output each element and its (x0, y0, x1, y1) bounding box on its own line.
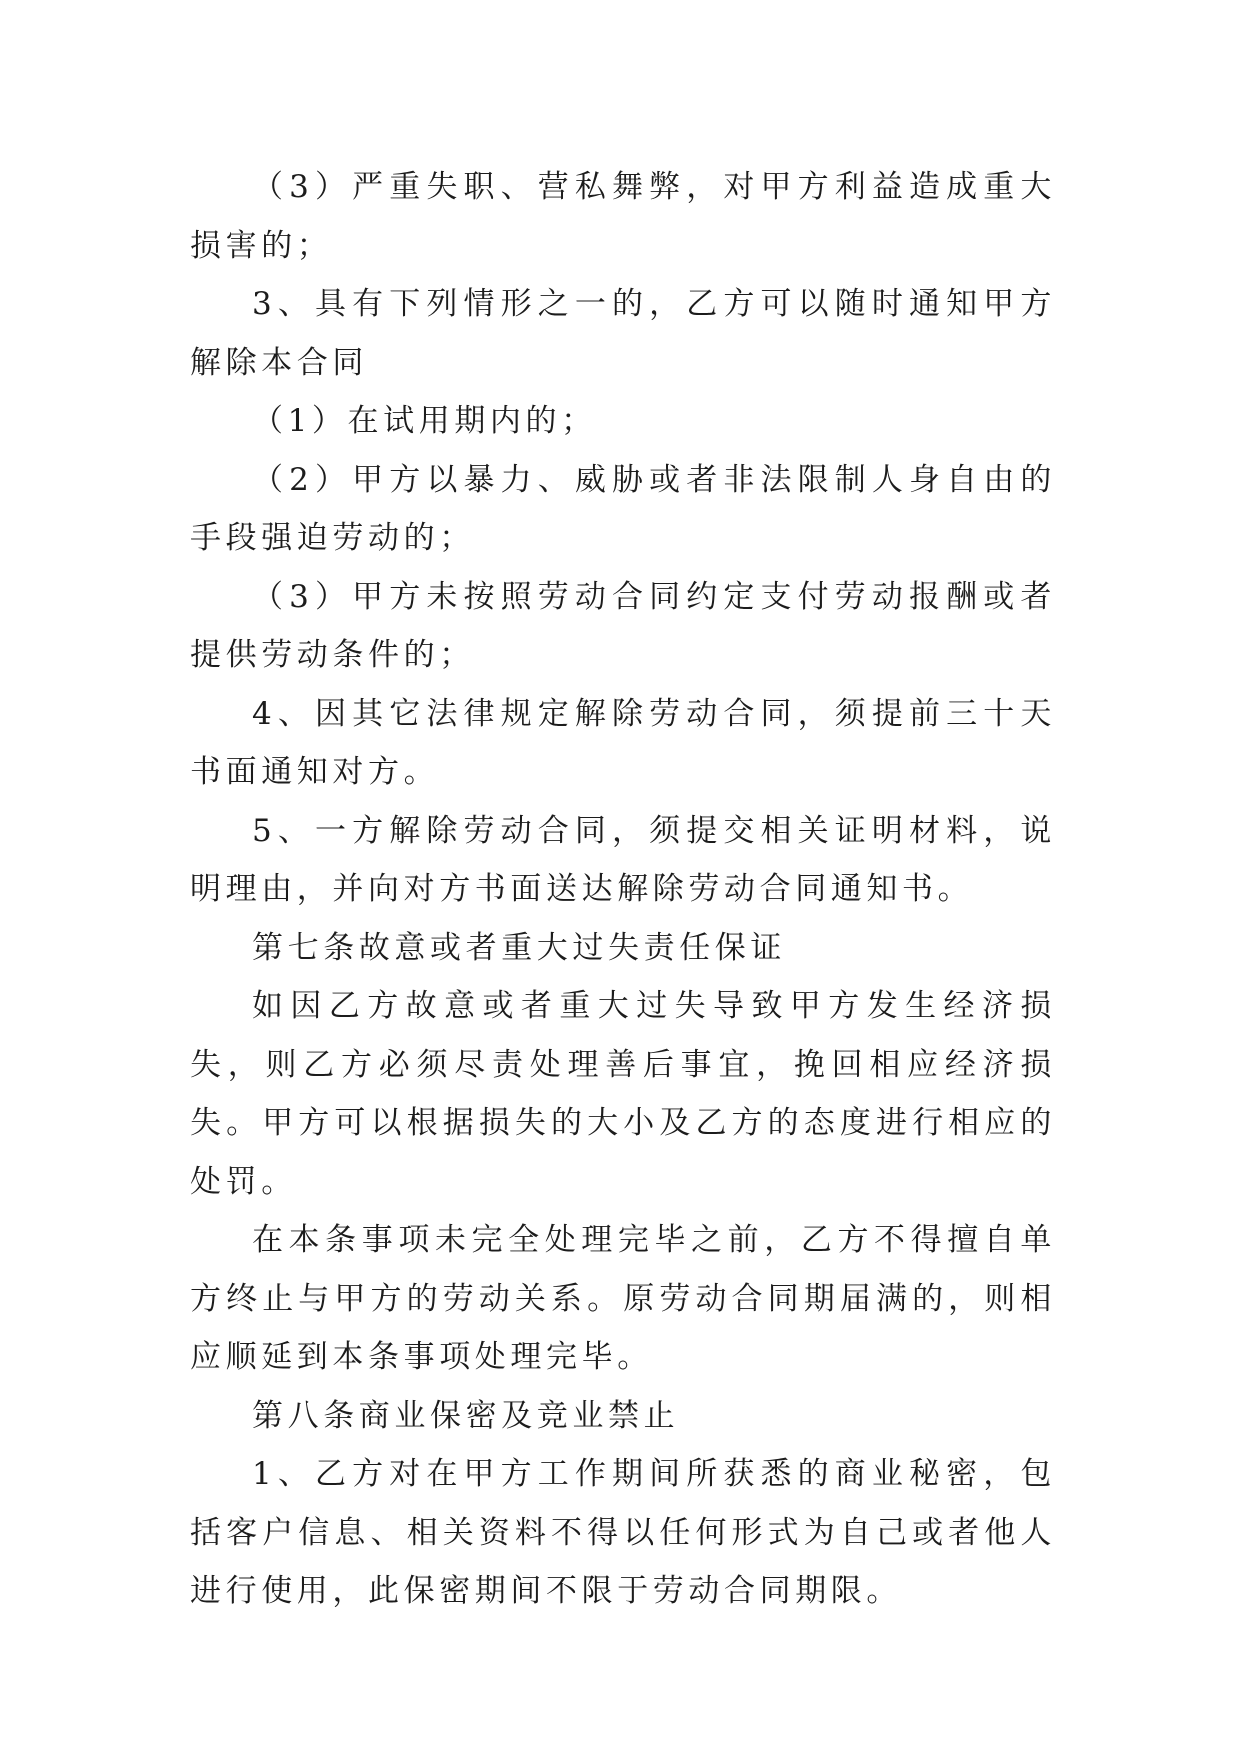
paragraph-article-7-body-1: 如因乙方故意或者重大过失导致甲方发生经济损失，则乙方必须尽责处理善后事宜，挽回相应经济损失。甲方可以根据损失的大小及乙方的态度进行相应的处罚。 (190, 988, 1056, 1200)
paragraph-article-7-body-2: 在本条事项未完全处理完毕之前，乙方不得擅自单方终止与甲方的劳动关系。原劳动合同期届满的，则相应顺延到本条事项处理完毕。 (190, 1222, 1056, 1375)
article-7-heading: 第七条故意或者重大过失责任保证 (252, 929, 786, 966)
paragraph-clause-3: 3、具有下列情形之一的，乙方可以随时通知甲方解除本合同 (190, 286, 1056, 381)
document-body (190, 158, 1056, 1621)
paragraph-clause-2-item-3: （3）严重失职、营私舞弊，对甲方利益造成重大损害的； (190, 169, 1056, 264)
paragraph-clause-3-item-2: （2）甲方以暴力、威胁或者非法限制人身自由的手段强迫劳动的； (190, 461, 1056, 556)
paragraph-article-8-clause-1: 1、乙方对在甲方工作期间所获悉的商业秘密，包括客户信息、相关资料不得以任何形式为自己或者他人进行使用，此保密期间不限于劳动合同期限。 (190, 1456, 1056, 1609)
paragraph-clause-4: 4、因其它法律规定解除劳动合同，须提前三十天书面通知对方。 (190, 695, 1056, 790)
paragraph-clause-5: 5、一方解除劳动合同，须提交相关证明材料，说明理由，并向对方书面送达解除劳动合同通知书。 (190, 812, 1056, 907)
paragraph-clause-3-item-1: （1）在试用期内的； (252, 403, 597, 439)
paragraph-clause-3-item-3: （3）甲方未按照劳动合同约定支付劳动报酬或者提供劳动条件的； (190, 578, 1056, 673)
article-8-heading: 第八条商业保密及竞业禁止 (252, 1397, 680, 1434)
